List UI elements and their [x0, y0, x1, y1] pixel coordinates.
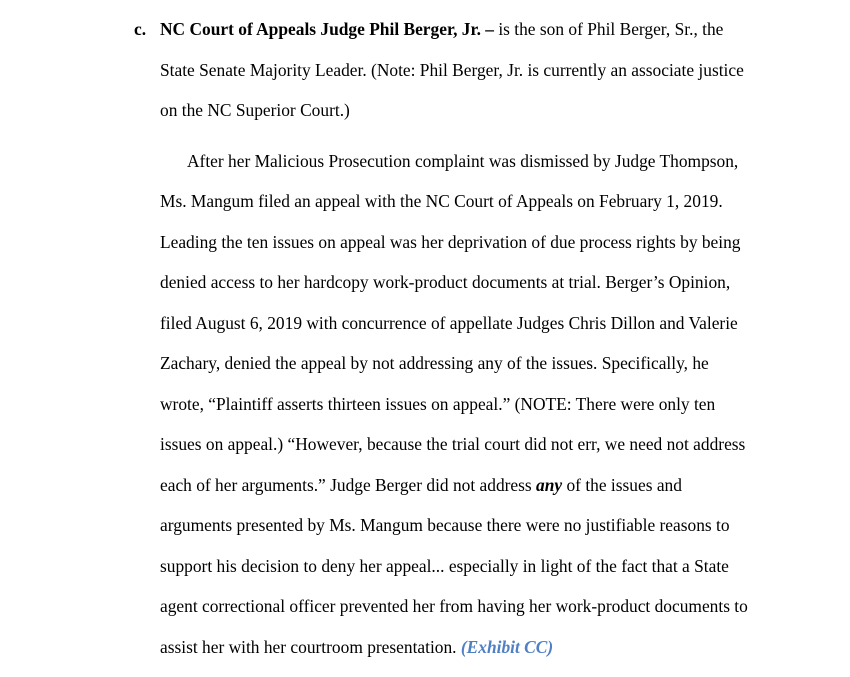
paragraph-line-1: After her Malicious Prosecution complaint was dismissed by Judge Thompson,	[187, 151, 739, 171]
paragraph-line-13	[160, 636, 553, 658]
paragraph-line-4: denied access to her hardcopy work-product documents at trial. Berger’s Opinion,	[160, 272, 731, 292]
paragraph-line-11: support his decision to deny her appeal... especially in light of the fact that a State	[160, 556, 729, 576]
paragraph-line-8: issues on appeal.) “However, because the trial court did not err, we need not address	[160, 434, 746, 454]
paragraph-line-7: wrote, “Plaintiff asserts thirteen issues on appeal.” (NOTE: There were only ten	[160, 394, 716, 414]
exhibit-cc-link[interactable]: (Exhibit CC)	[460, 637, 554, 657]
item-heading: NC Court of Appeals Judge Phil Berger, Jr. –	[160, 19, 494, 39]
emphasis-any: any	[536, 475, 563, 495]
item-line-2: State Senate Majority Leader. (Note: Phil Berger, Jr. is currently an associate justice	[160, 60, 744, 80]
paragraph-line-9-end: of the issues and	[562, 475, 682, 495]
paragraph-line-6: Zachary, denied the appeal by not addressing any of the issues. Specifically, he	[160, 353, 709, 373]
paragraph-line-2: Ms. Mangum filed an appeal with the NC Court of Appeals on February 1, 2019.	[160, 191, 723, 211]
paragraph-line-5: filed August 6, 2019 with concurrence of appellate Judges Chris Dillon and Valerie	[160, 313, 738, 333]
item-line-3: on the NC Superior Court.)	[160, 100, 350, 120]
paragraph-line-9-start: each of her arguments.” Judge Berger did not address	[160, 475, 537, 495]
item-line-1	[160, 18, 723, 40]
item-line-1-text: is the son of Phil Berger, Sr., the	[493, 19, 724, 39]
paragraph-line-9	[160, 474, 682, 496]
list-marker: c.	[134, 19, 147, 39]
paragraph-line-12: agent correctional officer prevented her from having her work-product documents to	[160, 596, 748, 616]
paragraph-line-3: Leading the ten issues on appeal was her deprivation of due process rights by being	[160, 232, 741, 252]
paragraph-line-13-text: assist her with her courtroom presentation.	[160, 637, 461, 657]
paragraph-line-10: arguments presented by Ms. Mangum because there were no justifiable reasons to	[160, 515, 730, 535]
